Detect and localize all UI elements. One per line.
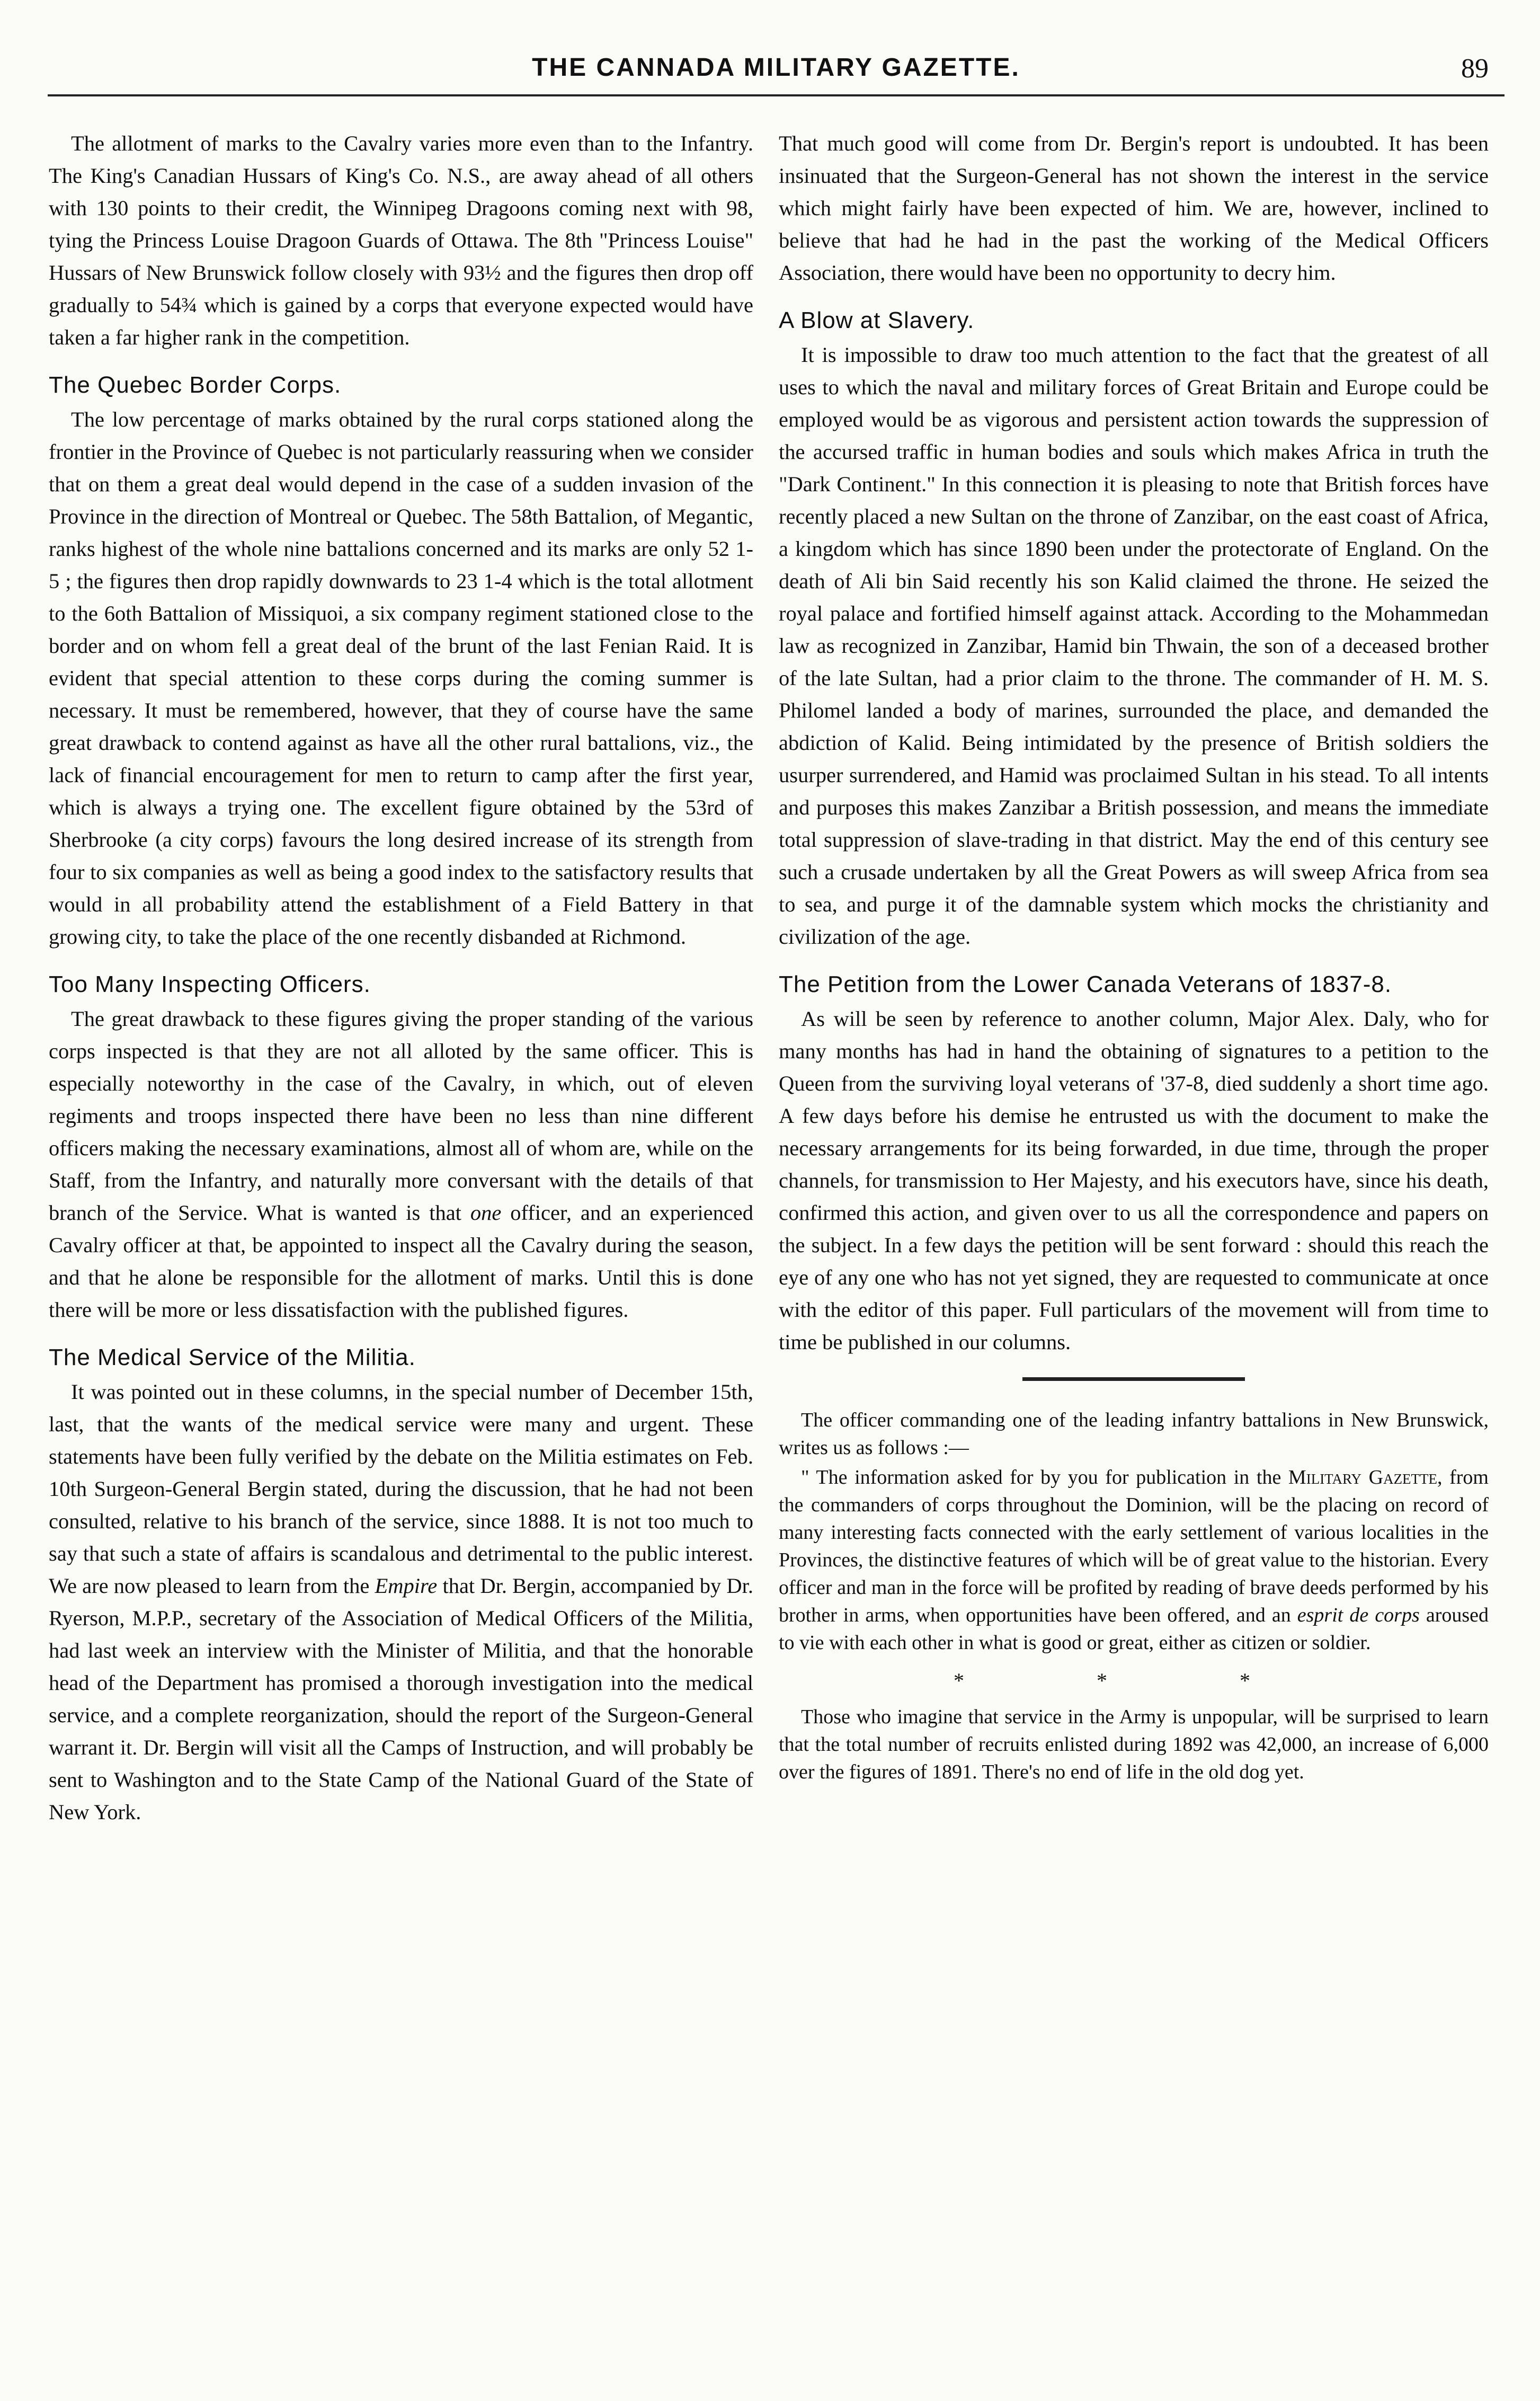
text-segment: aroused to vie with each other in what is good or great, either as citizen or soldier. bbox=[779, 1604, 1489, 1654]
heading-quebec-border-corps: The Quebec Border Corps. bbox=[49, 372, 342, 398]
page-header bbox=[48, 53, 1505, 101]
left-column bbox=[49, 127, 753, 1831]
text-segment: The great drawback to these figures giving the proper standing of the various corps inspected is that they are not all alloted by the same officer. This is especially noteworthy in the case of the Cavalry, in which, out of eleven regiments and troops inspected there have been no less than nine different officers making the necessary examinations, almost all of whom are, while on the Staff, from the Infantry, and naturally more conversant with the details of that branch of the Service. What is wanted is that bbox=[49, 1007, 753, 1225]
article-paragraph-bergin-continued: That much good will come from Dr. Bergin's report is undoubted. It has been insinuated that the Surgeon-General has not shown the interest in the service which might fairly have been expected of him. We are, however, inclined to believe that had he had in the past the working of the Medical Officers Association, there would have been no opportunity to decry him. bbox=[779, 131, 1489, 285]
article-paragraph-inspecting bbox=[49, 1003, 753, 1326]
text-segment: " The information asked for by you for publication in the bbox=[801, 1466, 1281, 1489]
heading-inspecting-officers: Too Many Inspecting Officers. bbox=[49, 971, 371, 997]
article-paragraph-cavalry-marks: The allotment of marks to the Cavalry varies more even than to the Infantry. The King's Canadian Hussars of King's Co. N.S., are away ahead of all others with 130 points to their credit, the Winnipeg Dragoons coming next with 98, tying the Princess Louise Dragoon Guards of Ottawa. The 8th "Princess Louise" Hussars of New Brunswick follow closely with 93½ and the figures then drop off gradually to 54¾ which is gained by a corps that everyone expected would have taken a far higher rank in the competition. bbox=[49, 131, 753, 349]
article-paragraph-recruits: Those who imagine that service in the Army is unpopular, will be surprised to learn that the total number of recruits enlisted during 1892 was 42,000, an increase of 6,000 over the figures of 1891. There's no end of life in the old dog yet. bbox=[779, 1706, 1489, 1783]
heading-medical-service: The Medical Service of the Militia. bbox=[49, 1344, 416, 1370]
letter-section bbox=[779, 1406, 1489, 1786]
section-divider bbox=[1022, 1377, 1245, 1381]
article-paragraph-medical bbox=[49, 1376, 753, 1828]
emphasis-text: Empire bbox=[375, 1574, 438, 1598]
right-column bbox=[779, 127, 1489, 1788]
emphasis-text: esprit de corps bbox=[1297, 1604, 1420, 1626]
text-segment: , from the commanders of corps throughout the Dominion, will be the placing on record of many interesting facts connected with the early settlement of various localities in the Provinces, the distinctive features of which will be of great value to the historian. Every officer and man in the force will be profited by reading of brave deeds performed by his brother in arms, when opportunities have been offered, and an bbox=[779, 1466, 1489, 1626]
letter-intro: The officer commanding one of the leading infantry battalions in New Brunswick, writes us as follows :— bbox=[779, 1409, 1489, 1459]
text-segment: It was pointed out in these columns, in the special number of December 15th, last, that the wants of the medical service were many and urgent. These statements have been fully verified by the debate on the Militia estimates on Feb. 10th Surgeon-General Bergin stated, during the discussion, that he had not been consulted, relative to his branch of the service, since 1888. It is not too much to say that such a state of affairs is scandalous and detrimental to the public interest. We are now pleased to learn from the bbox=[49, 1380, 753, 1598]
article-paragraph-slavery: It is impossible to draw too much attention to the fact that the greatest of all uses to which the naval and military forces of Great Britain and Europe could be employed would be as vigorous and persistent action towards the suppression of the accursed traffic in human bodies and souls which makes Africa in truth the "Dark Continent." In this connection it is pleasing to note that British forces have recently placed a new Sultan on the throne of Zanzibar, on the east coast of Africa, a kingdom which has since 1890 been under the protectorate of England. On the death of Ali bin Said recently his son Kalid claimed the throne. He seized the royal palace and fortified himself against attack. According to the Mohammedan law as recognized in Zanzibar, Hamid bin Thwain, the son of a deceased brother of the late Sultan, had a prior claim to the throne. The commander of H. M. S. Philomel landed a body of marines, surrounded the place, and demanded the abdiction of Kalid. Being intimidated by the presence of British soldiers the usurper surrendered, and Hamid was proclaimed Sultan in his stead. To all intents and purposes this makes Zanzibar a British possession, and means the immediate total suppression of slave-trading in that district. May the end of this century see such a crusade undertaken by all the Great Powers as will sweep Africa from sea to sea, and purge it of the damnable system which mocks the christianity and civilization of the age. bbox=[779, 343, 1489, 949]
header-rule bbox=[48, 94, 1505, 96]
section-stars: * * * bbox=[954, 1669, 1314, 1693]
heading-blow-at-slavery: A Blow at Slavery. bbox=[779, 307, 975, 333]
page-number: 89 bbox=[1461, 54, 1489, 84]
text-segment: officer, and an experienced Cavalry officer at that, be appointed to inspect all the Cavalry during the season, and that he alone be responsible for the allotment of marks. Until this is done there will be more or less dissatisfaction with the published figures. bbox=[49, 1201, 754, 1322]
text-segment: that Dr. Bergin, accompanied by Dr. Ryerson, M.P.P., secretary of the Association of Medical Officers of the Militia, had last week an interview with the Minister of Militia, and that the honorable head of the Department has promised a thorough investigation into the medical service, and a complete reorganization, should the report of the Surgeon-General warrant it. Dr. Bergin will visit all the Camps of Instruction, and will probably be sent to Washington and to the State Camp of the National Guard of the State of New York. bbox=[49, 1574, 754, 1824]
gazette-name: Military Gazette bbox=[1288, 1466, 1438, 1489]
article-paragraph-petition: As will be seen by reference to another column, Major Alex. Daly, who for many months has had in hand the obtaining of signatures to a petition to the Queen from the surviving loyal veterans of '37-8, died suddenly a short time ago. A few days before his demise he entrusted us with the document to make the necessary arrangements for its being forwarded, in due time, through the proper channels, for transmission to Her Majesty, and his executors have, since his death, confirmed this action, and given over to us all the correspondence and papers on the subject. In a few days the petition will be sent forward : should this reach the eye of any one who has not yet signed, they are requested to communicate at once with the editor of this paper. Full particulars of the movement will from time to time be published in our columns. bbox=[779, 1007, 1489, 1354]
masthead-title: THE CANNADA MILITARY GAZETTE. bbox=[532, 54, 1020, 82]
emphasis-text: one bbox=[470, 1201, 502, 1225]
letter-quote bbox=[779, 1464, 1489, 1656]
heading-petition-veterans: The Petition from the Lower Canada Veterans of 1837-8. bbox=[779, 971, 1392, 997]
article-paragraph-quebec: The low percentage of marks obtained by the rural corps stationed along the frontier in the Province of Quebec is not particularly reassuring when we consider that on them a great deal would depend in the case of a sudden invasion of the Province in the direction of Montreal or Quebec. The 58th Battalion, of Megantic, ranks highest of the whole nine battalions concerned and its marks are only 52 1-5 ; the figures then drop rapidly downwards to 23 1-4 which is the total allotment to the 6oth Battalion of Missiquoi, a six company regiment stationed close to the border and on whom fell a great deal of the brunt of the last Fenian Raid. It is evident that special attention to these corps during the coming summer is necessary. It must be remembered, however, that they of course have the same great drawback to contend against as have all the other rural battalions, viz., the lack of financial encouragement for men to return to camp after the first year, which is always a trying one. The excellent figure obtained by the 53rd of Sherbrooke (a city corps) favours the long desired increase of its strength from four to six companies as well as being a good index to the satisfactory results that would in all probability attend the establishment of a Field Battery in that growing city, to take the place of the one recently disbanded at Richmond. bbox=[49, 407, 753, 949]
